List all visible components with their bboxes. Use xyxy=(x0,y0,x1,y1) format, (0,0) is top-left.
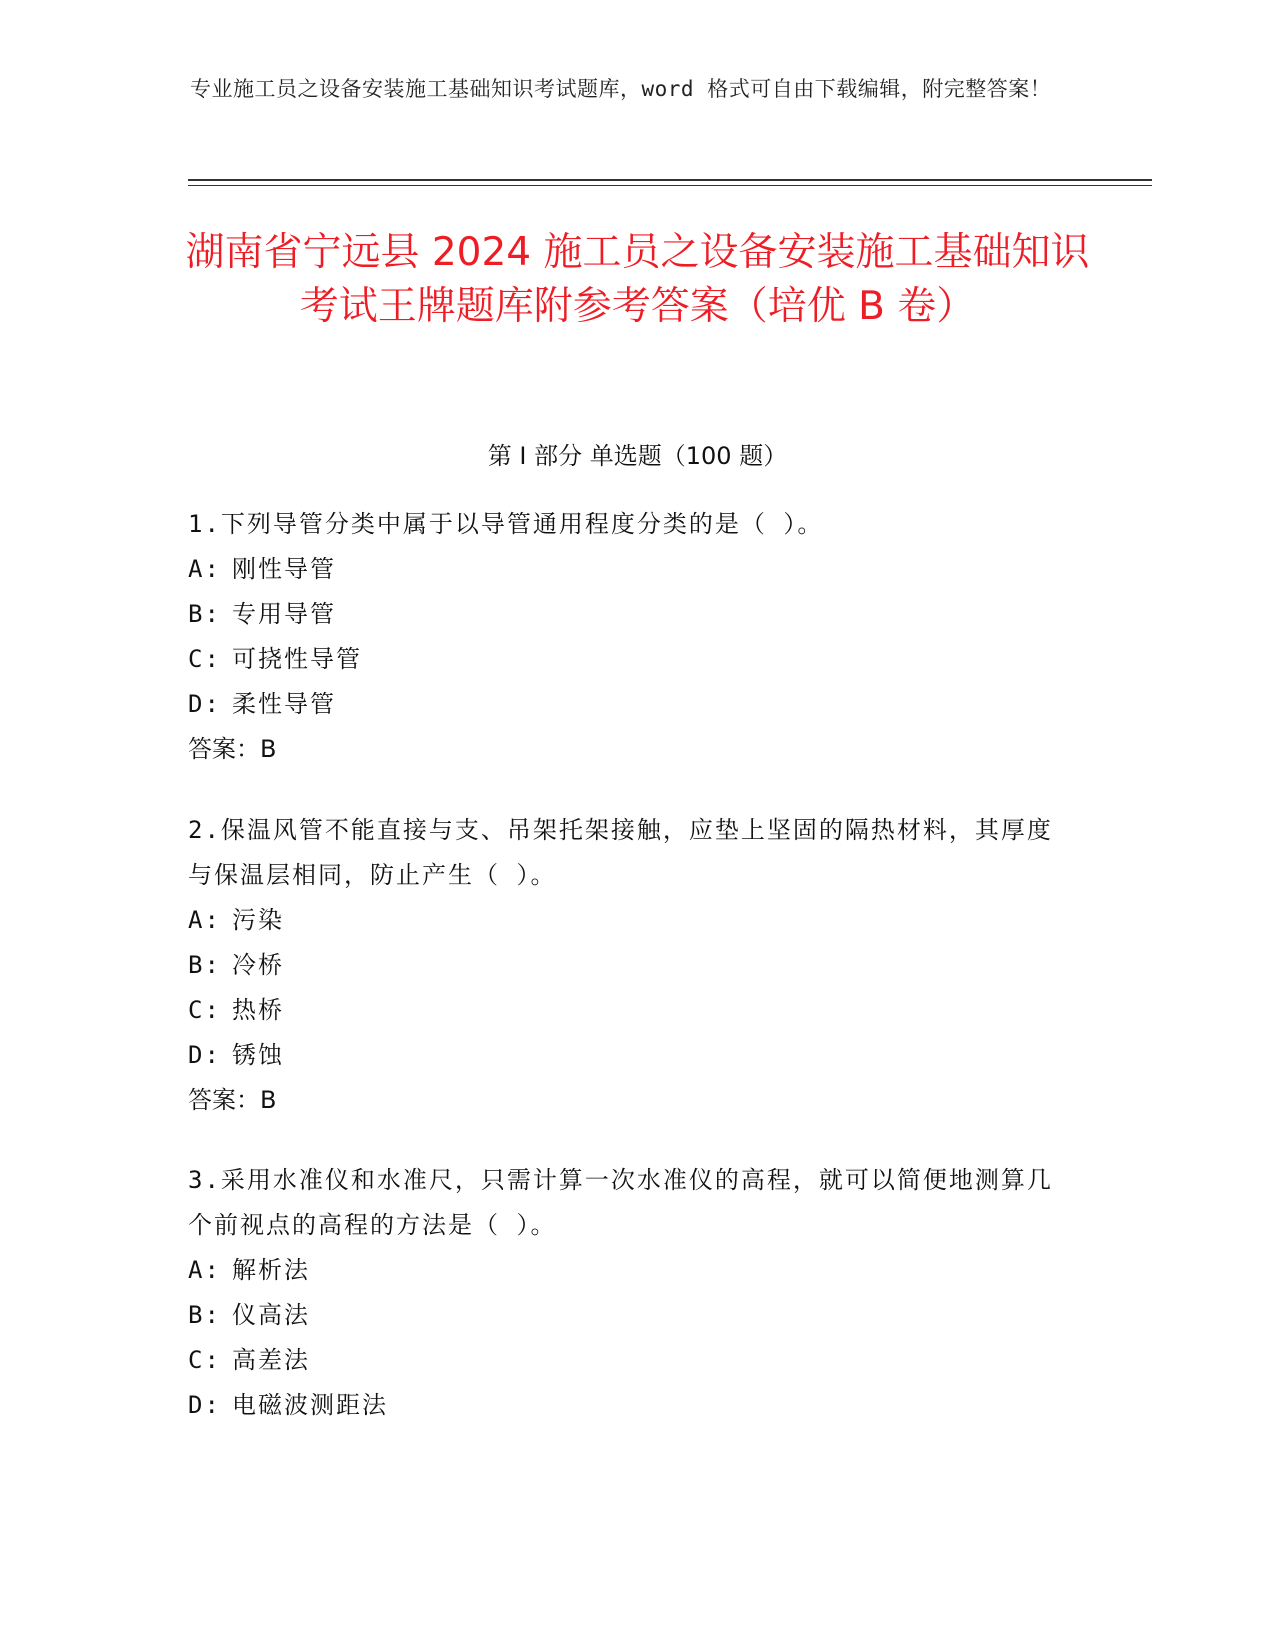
option-key: C: xyxy=(188,996,221,1024)
option-text: 锈蚀 xyxy=(232,1041,284,1069)
question-1 xyxy=(188,502,1068,772)
question-3 xyxy=(188,1158,1068,1428)
option-text: 仪高法 xyxy=(232,1301,310,1329)
question-stem: 2.保温风管不能直接与支、吊架托架接触，应垫上坚固的隔热材料，其厚度与保温层相同，防止产生（ ）。 xyxy=(188,816,1053,889)
option-text: 热桥 xyxy=(232,996,284,1024)
option-text: 柔性导管 xyxy=(232,690,336,718)
option-text: 电磁波测距法 xyxy=(232,1391,388,1419)
option-key: B: xyxy=(188,951,221,979)
header-note: 专业施工员之设备安装施工基础知识考试题库，word 格式可自由下载编辑，附完整答案！ xyxy=(190,77,1052,101)
option-key: A: xyxy=(188,555,221,583)
option-a xyxy=(188,547,1068,592)
option-key: B: xyxy=(188,600,221,628)
option-key: C: xyxy=(188,1346,221,1374)
option-text: 刚性导管 xyxy=(232,555,336,583)
option-key: C: xyxy=(188,645,221,673)
option-a xyxy=(188,898,1068,943)
section-heading: 第 I 部分 单选题（100 题） xyxy=(487,442,788,470)
option-text: 冷桥 xyxy=(232,951,284,979)
option-b xyxy=(188,943,1068,988)
option-text: 可挠性导管 xyxy=(232,645,362,673)
answer-line: 答案：B xyxy=(188,1086,277,1114)
option-d xyxy=(188,1383,1068,1428)
option-b xyxy=(188,1293,1068,1338)
question-stem: 1.下列导管分类中属于以导管通用程度分类的是（ ）。 xyxy=(188,510,824,538)
answer-line: 答案：B xyxy=(188,735,277,763)
option-c xyxy=(188,1338,1068,1383)
option-a xyxy=(188,1248,1068,1293)
option-d xyxy=(188,1033,1068,1078)
option-text: 专用导管 xyxy=(232,600,336,628)
option-key: A: xyxy=(188,906,221,934)
question-2 xyxy=(188,808,1068,1123)
option-key: D: xyxy=(188,1391,221,1419)
option-d xyxy=(188,682,1068,727)
option-c xyxy=(188,988,1068,1033)
document-title: 湖南省宁远县 2024 施工员之设备安装施工基础知识考试王牌题库附参考答案（培优 B 卷） xyxy=(185,230,1090,329)
option-text: 解析法 xyxy=(232,1256,310,1284)
header-rule-thick xyxy=(188,179,1152,181)
option-key: A: xyxy=(188,1256,221,1284)
question-stem: 3.采用水准仪和水准尺，只需计算一次水准仪的高程，就可以简便地测算几个前视点的高程的方法是（ ）。 xyxy=(188,1166,1053,1239)
option-key: B: xyxy=(188,1301,221,1329)
option-c xyxy=(188,637,1068,682)
option-key: D: xyxy=(188,1041,221,1069)
header-rule-thin xyxy=(188,185,1152,186)
option-text: 高差法 xyxy=(232,1346,310,1374)
option-text: 污染 xyxy=(232,906,284,934)
option-key: D: xyxy=(188,690,221,718)
option-b xyxy=(188,592,1068,637)
